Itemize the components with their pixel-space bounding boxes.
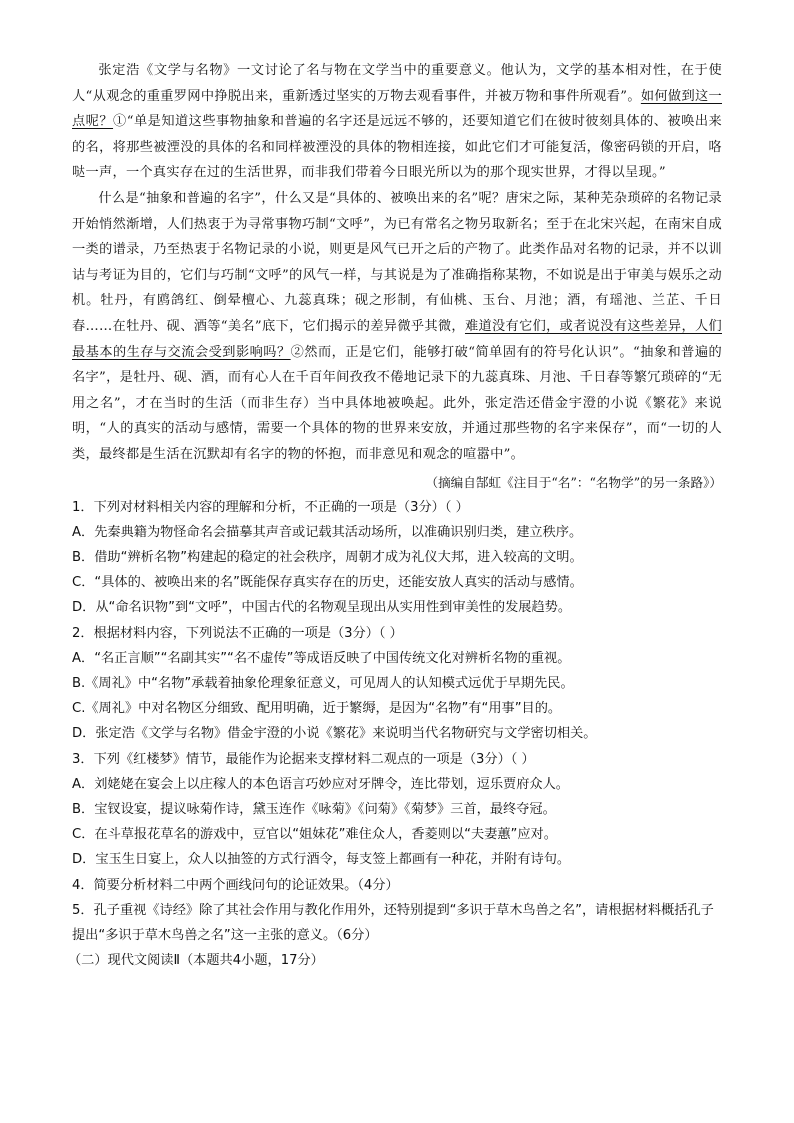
option-b: B．宝钗设宴，提议咏菊作诗，黛玉连作《咏菊》《问菊》《菊梦》三首，最终夺冠。 (72, 801, 556, 817)
question-stem: 4．简要分析材料二中两个画线问句的论证效果。（4分） (72, 877, 399, 893)
option-c: C．“具体的、被唤出来的名”既能保存真实存在的历史，还能安放人真实的活动与感情。 (72, 575, 583, 591)
option-d: D．从“命名识物”到“文呼”，中国古代的名物观呈现出从实用性到审美性的发展趋势。 (72, 600, 572, 616)
section-heading: （二）现代文阅读Ⅱ（本题共4小题，17分） (68, 953, 324, 969)
passage-source: （摘编自郜虹《注目于“名”：“名物学”的另一条路》） (425, 474, 722, 490)
question-stem: 5．孔子重视《诗经》除了其社会作用与教化作用外，还特别提到“多识于草木鸟兽之名”，请根据材料概括孔子提出“多识于草木鸟兽之名”这一主张的意义。（6分） (72, 902, 714, 943)
option-d: D．张定浩《文学与名物》借金宇澄的小说《繁花》来说明当代名物研究与文学密切相关。 (72, 726, 597, 742)
underlined-question-1: 如何做到这一点呢？ (72, 88, 722, 130)
question-stem: 1．下列对材料相关内容的理解和分析，不正确的一项是（3分）（ ） (72, 499, 469, 515)
option-a: A．“名正言顺”“名副其实”“名不虚传”等成语反映了中国传统文化对辨析名物的重视。 (72, 650, 571, 666)
option-a: A．先秦典籍为物怪命名会描摹其声音或记载其活动场所，以准确识别归类，建立秩序。 (72, 524, 583, 540)
option-c: C.《周礼》中对名物区分细致、配用明确，近于繁缛，是因为“名物”有“用事”目的。 (72, 701, 562, 717)
question-2 (72, 621, 722, 747)
reading-passage (72, 58, 722, 468)
question-1 (72, 495, 722, 621)
question-3 (72, 747, 722, 873)
option-b: B.《周礼》中“名物”承载着抽象伦理象征意义，可见周人的认知模式远优于早期先民。 (72, 675, 574, 691)
passage-paragraph-2: 什么是“抽象和普遍的名字”，什么又是“具体的、被唤出来的名”呢？唐宋之际，某种芜杂琐碎的名物记录开始悄然渐增，人们热衷于为寻常事物巧制“文呼”，为已有常名之物另取新名；至于在北宋兴起，在南宋自成一类的谱录，乃至热衷于名物记录的小说，则更是风气已开之后的产物了。此类作品对名物的记录，并不以训诂与考证为目的，它们与巧制“文呼”的风气一样，与其说是为了准确指称某物，不如说是出于审美与娱乐之动机。牡丹，有鸥鸽红、倒晕檀心、九蕊真珠；砚之形制，有仙桃、玉台、月池；酒，有瑶池、兰芷、千日春……在牡丹、砚、酒等“美名”底下，它们揭示的差异微乎其微，难道没有它们，或者说没有这些差异，人们最基本的生存与交流会受到影响吗？②然而，正是它们，能够打破“简单固有的符号化认识”。“抽象和普遍的名字”，是牡丹、砚、酒，而有心人在千百年间孜孜不倦地记录下的九蕊真珠、月池、千日春等繁冗琐碎的“无用之名”，才在当时的生活（而非生存）当中具体地被唤起。此外，张定浩还借金宇澄的小说《繁花》来说明，“人的真实的活动与感情，需要一个具体的物的世界来安放，并通过那些物的名字来保存”，而“一切的人类，最终都是生活在沉默却有名字的物的怀抱，而非意见和观念的喧嚣中”。 (72, 190, 722, 462)
underlined-question-2: 难道没有它们，或者说没有这些差异，人们最基本的生存与交流会受到影响吗？ (72, 318, 722, 360)
question-4 (72, 873, 722, 898)
option-b: B．借助“辨析名物”构建起的稳定的社会秩序，周朝才成为礼仪大邦，进入较高的文明。 (72, 549, 583, 565)
option-a: A．刘姥姥在宴会上以庄稼人的本色语言巧妙应对牙牌令，连比带划，逗乐贾府众人。 (72, 776, 569, 792)
question-stem: 2．根据材料内容，下列说法不正确的一项是（3分）（ ） (72, 625, 403, 641)
option-c: C．在斗草报花草名的游戏中，豆官以“姐妹花”难住众人，香菱则以“夫妻蕙”应对。 (72, 827, 557, 843)
passage-paragraph-1: 张定浩《文学与名物》一文讨论了名与物在文学当中的重要意义。他认为，文学的基本相对性，在于使人“从观念的重重罗网中挣脱出来，重新透过坚实的万物去观看事件，并被万物和事件所观看”。如何做到这一点呢？①“单是知道这些事物抽象和普遍的名字还是远远不够的，还要知道它们在彼时彼刻具体的、被唤出来的名，将那些被湮没的具体的名和同样被湮没的具体的物相连接，如此它们才可能复活，像密码锁的开启，咯哒一声，一个真实存在过的生活世界，而非我们带着今日眼光所以为的那个现实世界，才得以呈现。” (72, 63, 722, 181)
option-d: D．宝玉生日宴上，众人以抽签的方式行酒令，每支签上都画有一种花，并附有诗句。 (72, 852, 571, 868)
exam-page (68, 58, 722, 973)
question-list (72, 495, 722, 949)
question-5 (72, 898, 722, 948)
question-stem: 3．下列《红楼梦》情节，最能作为论据来支撑材料二观点的一项是（3分）（ ） (72, 751, 535, 767)
